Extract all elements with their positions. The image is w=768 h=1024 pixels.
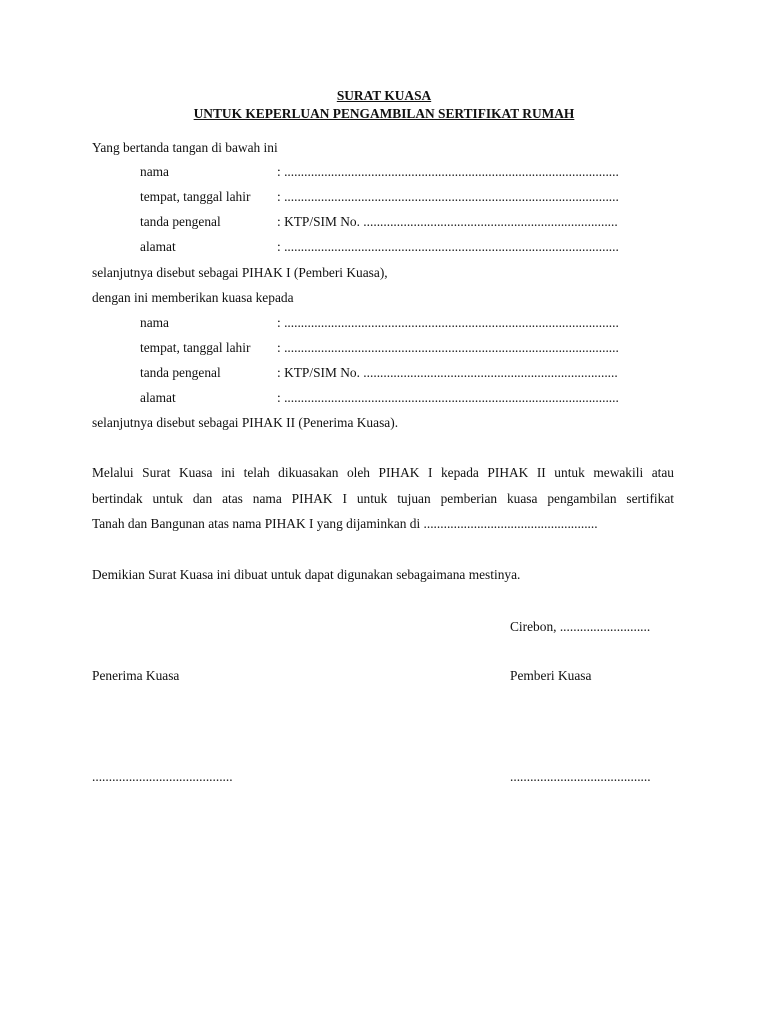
body-paragraph-line-1: Melalui Surat Kuasa ini telah dikuasakan oleh PIHAK I kepada PIHAK II untuk mewakili atau (92, 465, 674, 480)
pihak2-birth-value: : .................................................................................................... (277, 340, 619, 355)
document-title: SURAT KUASA (336, 88, 432, 103)
signature-label-grantor: Pemberi Kuasa (510, 668, 592, 683)
signature-line-grantor: .......................................... (510, 769, 651, 784)
pihak2-name-label: nama (140, 315, 169, 330)
pihak2-address-label: alamat (140, 390, 176, 405)
pihak1-address-label: alamat (140, 239, 176, 254)
pihak1-name-label: nama (140, 164, 169, 179)
document-subtitle: UNTUK KEPERLUAN PENGAMBILAN SERTIFIKAT RUMAH (193, 106, 575, 121)
place-date: Cirebon, ........................... (510, 619, 651, 634)
pihak2-address-value: : .................................................................................................... (277, 390, 619, 405)
transition-text: dengan ini memberikan kuasa kepada (92, 290, 294, 305)
pihak1-id-value: : KTP/SIM No. ............................................................................ (277, 214, 618, 229)
pihak2-id-label: tanda pengenal (140, 365, 221, 380)
pihak1-id-label: tanda pengenal (140, 214, 221, 229)
body-paragraph-line-2: bertindak untuk dan atas nama PIHAK I untuk tujuan pemberian kuasa pengambilan sertifikat (92, 491, 674, 506)
pihak2-id-value: : KTP/SIM No. ............................................................................ (277, 365, 618, 380)
closing-statement: Demikian Surat Kuasa ini dibuat untuk dapat digunakan sebagaimana mestinya. (92, 567, 521, 582)
pihak1-birth-value: : .................................................................................................... (277, 189, 619, 204)
pihak2-name-value: : .................................................................................................... (277, 315, 619, 330)
pihak1-closing: selanjutnya disebut sebagai PIHAK I (Pemberi Kuasa), (92, 265, 388, 280)
pihak2-closing: selanjutnya disebut sebagai PIHAK II (Penerima Kuasa). (92, 415, 399, 430)
pihak2-birth-label: tempat, tanggal lahir (140, 340, 251, 355)
pihak1-birth-label: tempat, tanggal lahir (140, 189, 251, 204)
pihak1-address-value: : .................................................................................................... (277, 239, 619, 254)
body-paragraph-line-3: Tanah dan Bangunan atas nama PIHAK I yang dijaminkan di .................................................... (92, 516, 598, 531)
intro-text: Yang bertanda tangan di bawah ini (92, 140, 278, 155)
signature-line-recipient: .......................................... (92, 769, 233, 784)
signature-label-recipient: Penerima Kuasa (92, 668, 180, 683)
pihak1-name-value: : .................................................................................................... (277, 164, 619, 179)
